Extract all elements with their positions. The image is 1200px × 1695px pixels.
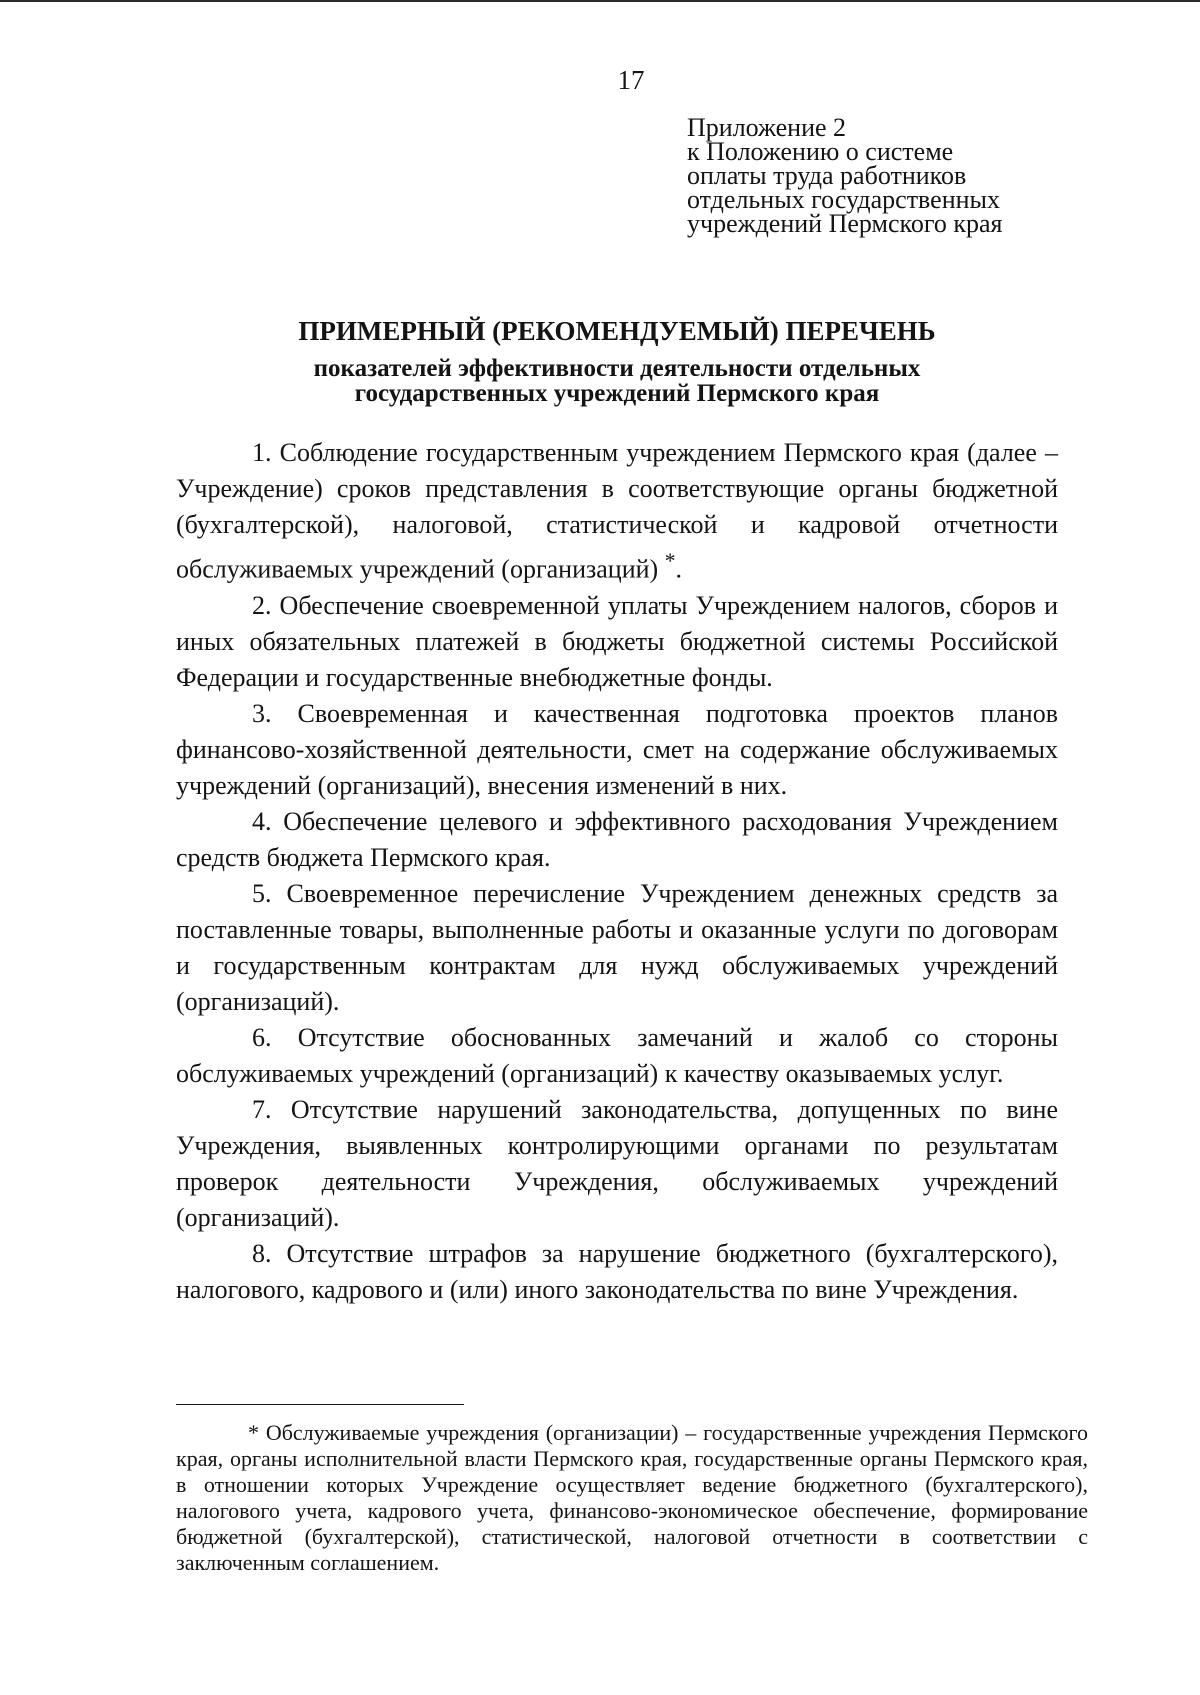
appendix-line: учреждений Пермского края [687,209,1003,238]
document-subtitle [176,356,1058,406]
list-item [176,435,1058,588]
appendix-line: отдельных государственных [687,185,1001,214]
title-block [176,313,1058,406]
list-item: 5. Своевременное перечисление Учреждением денежных средств за поставленные товары, выполненные работы и оказанные услуги по договорам и государственным контрактам для нужд обслуживаемых учреждений (организаций). [176,878,1058,1016]
list-item: 3. Своевременная и качественная подготовка проектов планов финансово-хозяйственной деятельности, смет на содержание обслуживаемых учреждений (организаций), внесения изменений в них. [176,698,1058,800]
list-item: 2. Обеспечение своевременной уплаты Учреждением налогов, сборов и иных обязательных платежей в бюджеты бюджетной системы Российской Федерации и государственные внебюджетные фонды. [176,590,1058,692]
appendix-header [687,113,1107,238]
page-top-edge [0,0,1200,2]
list-item: 7. Отсутствие нарушений законодательства, допущенных по вине Учреждения, выявленных контролирующими органами по результатам проверок деятельности Учреждения, обслуживаемых учреждений (организаций). [176,1094,1058,1232]
indicator-list [176,435,1058,1308]
list-item: 6. Отсутствие обоснованных замечаний и жалоб со стороны обслуживаемых учреждений (организаций) к качеству оказываемых услуг. [176,1022,1058,1088]
list-item: 8. Отсутствие штрафов за нарушение бюджетного (бухгалтерского), налогового, кадрового и (или) иного законодательства по вине Учреждения. [176,1238,1058,1304]
footnote: * Обслуживаемые учреждения (организации) – государственные учреждения Пермского края, органы исполнительной власти Пермского края, государственные органы Пермского края, в отношении которых Учреждение осуществляет ведение бюджетного (бухгалтерского), налогового учета, кадрового учета, финансово-экономическое обеспечение, формирование бюджетной (бухгалтерской), статистической, налоговой отчетности в соответствии с заключенным соглашением. [176,1420,1088,1575]
list-item-text: 1. Соблюдение государственным учреждением Пермского края (далее – Учреждение) сроков представления в соответствующие органы бюджетной (бухгалтерской), налоговой, статистической и кадровой отчетности обслуживаемых учреждений (организаций) [176,438,1058,584]
subtitle-line: государственных учреждений Пермского края [354,380,880,407]
appendix-line: оплаты труда работников [687,161,967,190]
footnote-divider [176,1404,464,1405]
appendix-line: Приложение 2 [687,113,847,142]
appendix-line: к Положению о системе [687,137,954,166]
footnote-mark: * [664,549,676,573]
list-item: 4. Обеспечение целевого и эффективного расходования Учреждением средств бюджета Пермского края. [176,806,1058,872]
list-item-end: . [675,554,683,584]
subtitle-line: показателей эффективности деятельности отдельных [313,355,921,382]
document-title: ПРИМЕРНЫЙ (РЕКОМЕНДУЕМЫЙ) ПЕРЕЧЕНЬ [298,316,936,346]
page-number: 17 [617,65,645,95]
